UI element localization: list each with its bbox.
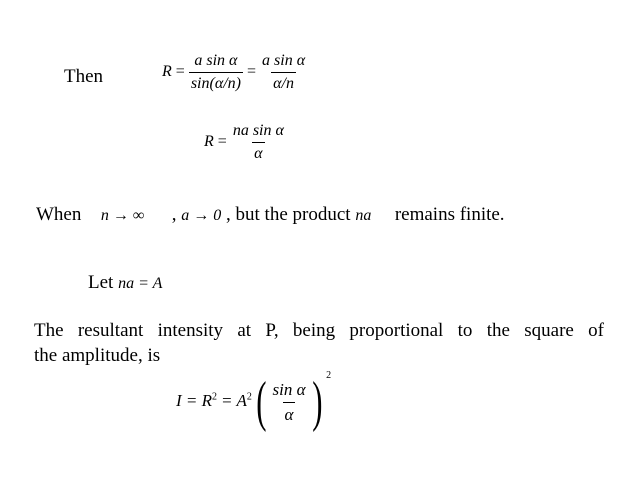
eq3-r-squared-exponent: 2 xyxy=(212,391,218,403)
eq3-numerator: sin α xyxy=(272,379,306,399)
equation-r-first xyxy=(162,52,307,93)
eq1-fraction-2 xyxy=(260,52,307,93)
eq1-f2-denominator: α/n xyxy=(271,72,296,93)
product-na: na xyxy=(355,207,372,224)
eq1-f2-numerator: a sin α xyxy=(262,52,306,69)
definition-na-equals-a: na = A xyxy=(118,275,163,292)
eq2-numerator: na sin α xyxy=(232,122,284,139)
left-paren-icon: ( xyxy=(256,371,267,434)
eq1-lhs: R xyxy=(162,63,172,81)
eq1-f1-denominator: sin(α/n) xyxy=(189,72,243,93)
eq3-outer-exponent: 2 xyxy=(326,370,332,381)
eq1-f1-numerator: a sin α xyxy=(194,52,238,69)
paragraph-line-2: the amplitude, is xyxy=(34,345,161,366)
equation-r-second xyxy=(204,122,286,163)
eq3-a-squared-exponent: 2 xyxy=(246,391,252,403)
limit-n-infinity: n → ∞ xyxy=(100,207,145,224)
eq3-lhs: I = R xyxy=(176,391,213,410)
eq1-equals-2: = xyxy=(246,63,257,81)
eq3-fraction xyxy=(271,380,308,425)
limit-a-zero: a → 0 xyxy=(181,207,222,224)
eq3-middle: = A xyxy=(221,391,247,410)
remains-finite-text: remains finite. xyxy=(394,204,505,225)
comma-1: , xyxy=(171,204,177,225)
eq3-denominator: α xyxy=(283,402,296,425)
when-line xyxy=(36,204,505,226)
eq2-denominator: α xyxy=(252,142,264,163)
eq2-fraction xyxy=(231,122,286,163)
paragraph-line-1: The resultant intensity at P, being proportional to the square of xyxy=(34,320,604,341)
eq2-lhs: R xyxy=(204,133,214,151)
right-paren-icon: ) xyxy=(311,371,322,434)
let-line xyxy=(88,272,162,294)
then-label: Then xyxy=(64,66,104,87)
when-word: When xyxy=(36,204,82,225)
let-word: Let xyxy=(88,272,114,293)
intensity-paragraph xyxy=(34,318,604,368)
eq1-equals: = xyxy=(175,63,185,81)
equation-intensity xyxy=(176,370,332,434)
but-product-text: , but the product xyxy=(226,204,351,225)
eq2-equals: = xyxy=(217,133,227,151)
eq1-fraction-1 xyxy=(189,52,243,93)
